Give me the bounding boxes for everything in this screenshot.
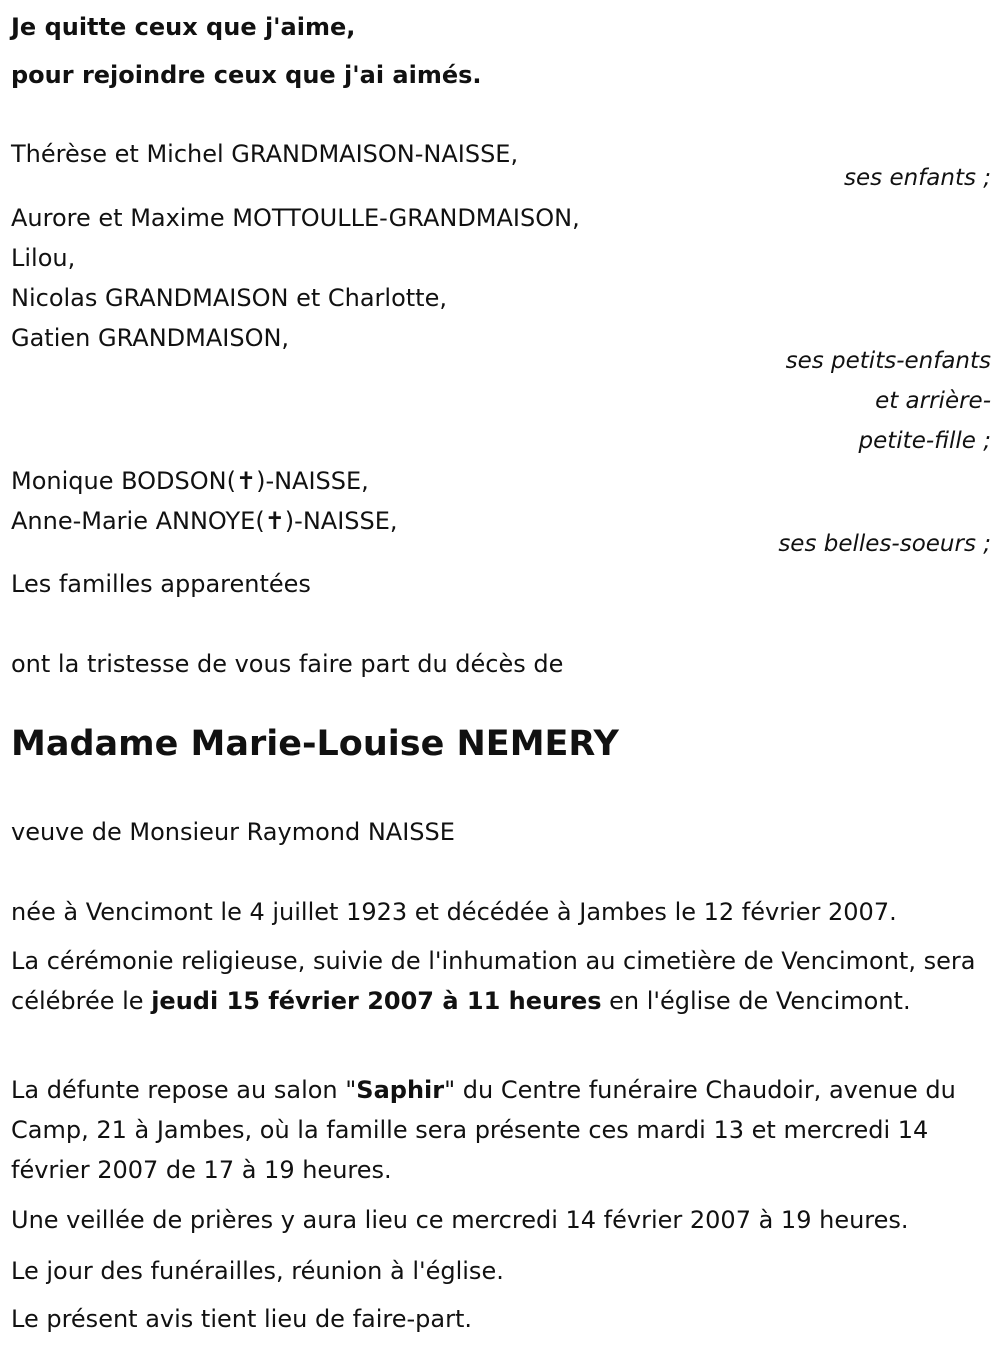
rest-paragraph xyxy=(11,1070,993,1190)
ceremony-date: jeudi 15 février 2007 à 11 heures xyxy=(151,987,602,1015)
funeral-meeting: Le jour des funérailles, réunion à l'église. xyxy=(11,1257,504,1285)
children-role: ses enfants ; xyxy=(844,165,991,191)
ceremony-text: La cérémonie religieuse, suivie de l'inhumation au cimetière de Vencimont, sera célébrée le xyxy=(11,947,976,1015)
rest-text: La défunte repose au salon " xyxy=(11,1076,357,1104)
grandchild-name: Nicolas GRANDMAISON et Charlotte, xyxy=(11,284,447,312)
birth-death: née à Vencimont le 4 juillet 1923 et décédée à Jambes le 12 février 2007. xyxy=(11,898,897,926)
widow-of: veuve de Monsieur Raymond NAISSE xyxy=(11,818,455,846)
sisters-in-law-role: ses belles-soeurs ; xyxy=(778,531,991,557)
ceremony-text-end: en l'église de Vencimont. xyxy=(601,987,911,1015)
salon-name: Saphir xyxy=(356,1076,445,1104)
children-name: Thérèse et Michel GRANDMAISON-NAISSE, xyxy=(11,140,519,168)
grandchild-name: Gatien GRANDMAISON, xyxy=(11,324,290,352)
grandchildren-role-line: ses petits-enfants xyxy=(785,348,991,374)
epitaph-line-2: pour rejoindre ceux que j'ai aimés. xyxy=(11,61,482,89)
epitaph-line-1: Je quitte ceux que j'aime, xyxy=(11,13,356,41)
related-families: Les familles apparentées xyxy=(11,570,311,598)
notice: Le présent avis tient lieu de faire-part. xyxy=(11,1305,473,1333)
vigil: Une veillée de prières y aura lieu ce mercredi 14 février 2007 à 19 heures. xyxy=(11,1206,909,1234)
sister-in-law-name: Anne-Marie ANNOYE(✝)-NAISSE, xyxy=(11,507,398,535)
deceased-name: Madame Marie-Louise NEMERY xyxy=(11,724,619,764)
grandchildren-role-line: et arrière- xyxy=(875,388,991,414)
rest-text-end: " du Centre funéraire Chaudoir, avenue du Camp, 21 à Jambes, où la famille sera présente ces mardi 13 et mercredi 14 février 2007 de 17 à 19 heures. xyxy=(11,1076,956,1184)
grandchild-name: Lilou, xyxy=(11,244,76,272)
ceremony-paragraph xyxy=(11,941,993,1021)
grandchild-name: Aurore et Maxime MOTTOULLE-GRANDMAISON, xyxy=(11,204,580,232)
announcement: ont la tristesse de vous faire part du décès de xyxy=(11,650,564,678)
grandchildren-role-line: petite-fille ; xyxy=(858,428,991,454)
sister-in-law-name: Monique BODSON(✝)-NAISSE, xyxy=(11,467,369,495)
